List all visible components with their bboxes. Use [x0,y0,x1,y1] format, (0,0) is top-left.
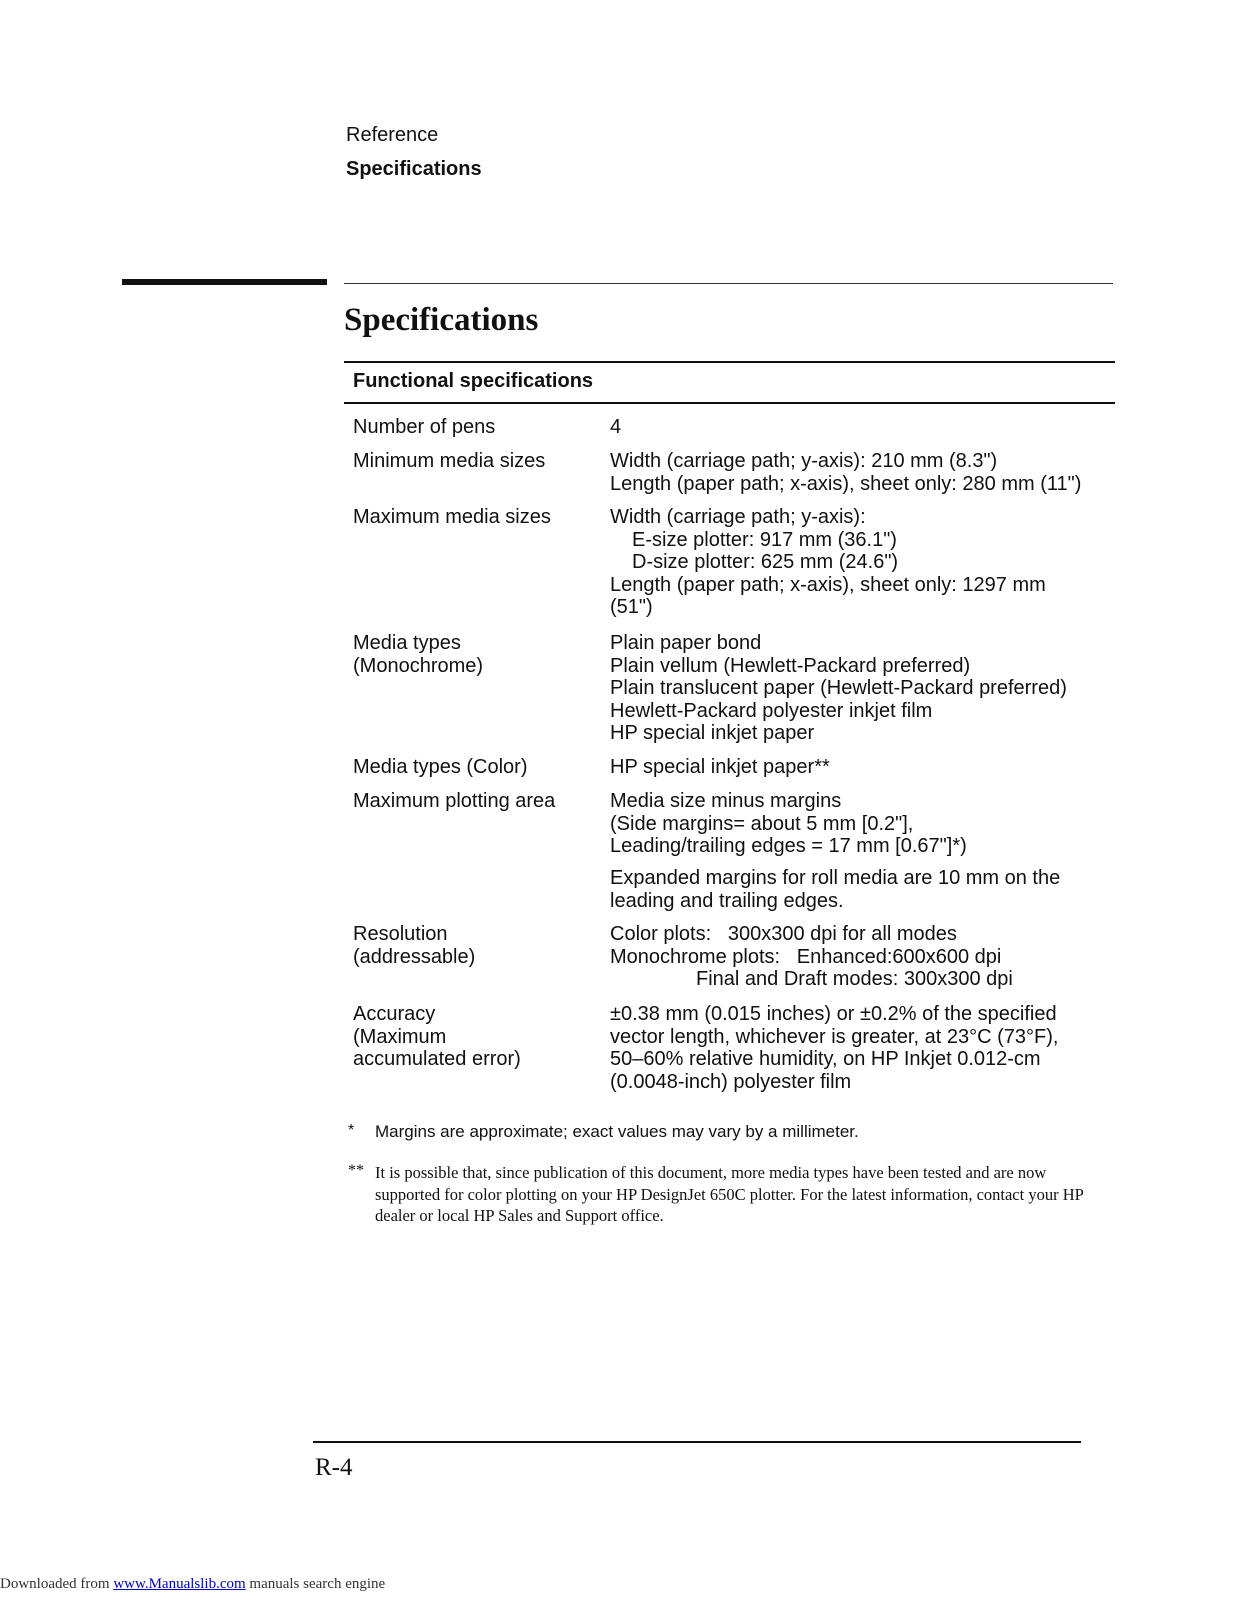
download-source-line [0,1576,385,1593]
spec-value-number-of-pens: 4 [610,416,622,438]
spec-label-number-of-pens: Number of pens [353,416,496,438]
spec-label-media-types-color: Media types (Color) [353,756,528,778]
spec-value-media-types-color: HP special inkjet paper** [610,756,830,778]
spec-value-resolution: Color plots: 300x300 dpi for all modes Monochrome plots: Enhanced:600x600 dpi Final and Draft modes: 300x300 dpi [610,923,1013,990]
spec-value-expanded-margins: Expanded margins for roll media are 10 mm on the leading and trailing edges. [610,867,1061,912]
download-prefix: Downloaded from [0,1576,114,1592]
footnote-mark-double: ** [348,1162,364,1179]
running-header-section: Reference [346,124,439,146]
spec-label-maximum-plotting-area: Maximum plotting area [353,790,556,812]
spec-label-accuracy: Accuracy (Maximum accumulated error) [353,1003,521,1070]
footnote-media-types: It is possible that, since publication of this document, more media types have been tested and are now supported for color plotting on your HP DesignJet 650C plotter. For the latest information, contact your HP dealer or local HP Sales and Support office. [375,1163,1084,1225]
download-suffix: manuals search engine [245,1576,386,1592]
running-header-subsection: Specifications [346,158,482,180]
spec-label-maximum-media-sizes: Maximum media sizes [353,506,551,528]
spec-label-media-types-monochrome: Media types (Monochrome) [353,632,484,677]
spec-label-resolution: Resolution (addressable) [353,923,476,968]
manualslib-link[interactable]: www.Manualslib.com [113,1576,246,1592]
footer-rule [313,1441,1081,1443]
table-heading: Functional specifications [353,370,594,392]
section-rule [344,283,1113,284]
spec-value-accuracy: ±0.38 mm (0.015 inches) or ±0.2% of the specified vector length, whichever is greater, at 23°C (73°F), 50–60% relative humidity, on HP Inkjet 0.012-cm (0.0048-inch) polyester film [610,1003,1059,1093]
spec-value-maximum-plotting-area: Media size minus margins (Side margins= about 5 mm [0.2"], Leading/trailing edges = 17 mm [0.67"]*) [610,790,967,857]
footnote-margins: Margins are approximate; exact values may vary by a millimeter. [375,1122,859,1141]
spec-value-maximum-media-sizes: Width (carriage path; y-axis): E-size plotter: 917 mm (36.1") D-size plotter: 625 mm (24.6") Length (paper path; x-axis), sheet only: 1297 mm (51") [610,506,1046,618]
page-number: R-4 [315,1454,353,1481]
spec-label-minimum-media-sizes: Minimum media sizes [353,450,546,472]
table-top-rule [344,361,1115,363]
spec-value-minimum-media-sizes: Width (carriage path; y-axis): 210 mm (8.3") Length (paper path; x-axis), sheet only: 280 mm (11") [610,450,1082,495]
spec-value-media-types-monochrome: Plain paper bond Plain vellum (Hewlett-Packard preferred) Plain translucent paper (Hewlett-Packard preferred) Hewlett-Packard polyester inkjet film HP special inkjet paper [610,632,1067,744]
table-heading-rule [344,402,1115,404]
footnote-mark-single: * [348,1122,355,1139]
page-title: Specifications [344,302,539,338]
section-marker-bar [122,279,327,285]
